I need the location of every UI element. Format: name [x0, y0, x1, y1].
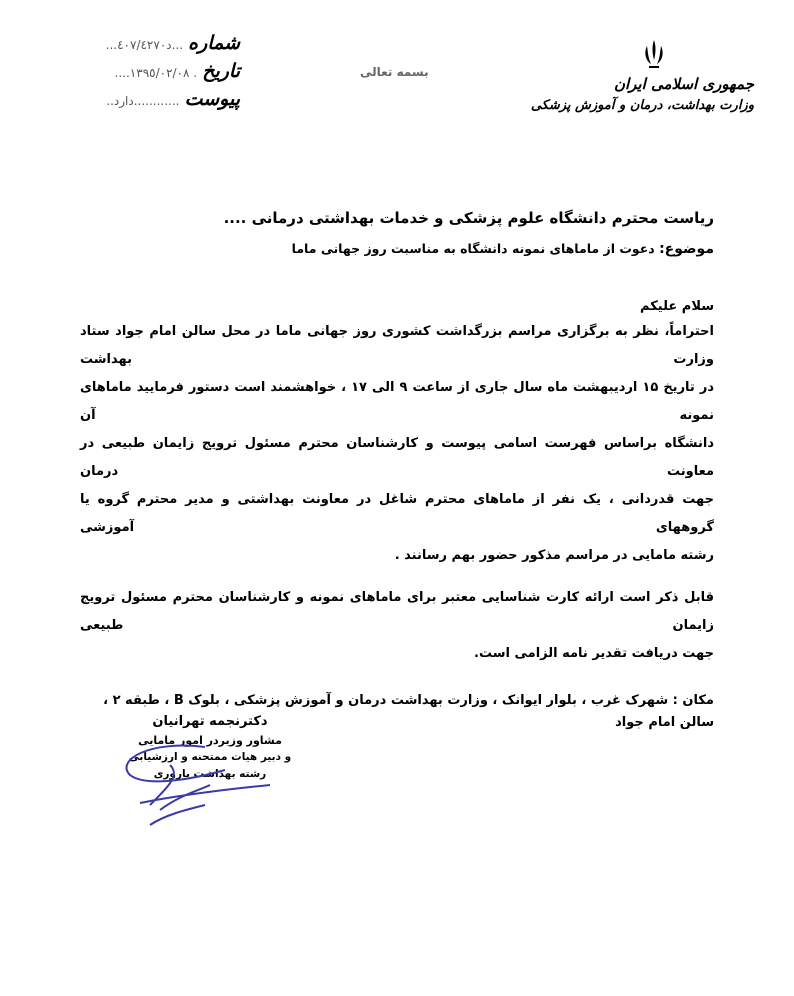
- subject-line: [80, 238, 714, 260]
- iran-emblem-icon: [639, 38, 669, 70]
- body-line: قابل ذکر است ارائه کارت شناسایی معتبر برای ماماهای نمونه و کارشناسان محترم مسئول ترویج زایمان طبیعی: [80, 590, 714, 633]
- number-row: [40, 30, 240, 58]
- signer-title: و دبیر هیات ممتحنه و ارزشیابی: [128, 751, 292, 763]
- invocation: بسمه تعالی: [360, 65, 429, 79]
- body-line: جهت قدردانی ، یک نفر از ماماهای محترم شاغل در معاونت بهداشتی و مدیر محترم گروه یا گروههای آموزشی: [80, 492, 714, 535]
- signature-block: [110, 712, 310, 783]
- body-line: در تاریخ ۱۵ اردیبهشت ماه سال جاری از ساعت ۹ الی ۱۷ ، خواهشمند است دستور فرمایید ماماهای نمونه آن: [80, 380, 714, 423]
- attachment-value: ............دارد..: [106, 94, 180, 108]
- letter-meta: [40, 30, 240, 114]
- ministry-name: وزارت بهداشت، درمان و آموزش پزشکی: [530, 98, 754, 113]
- body-line: احتراماً، نظر به برگزاری مراسم بزرگداشت کشوری روز جهانی ماما در محل سالن امام جواد ستاد وزارت بهداشت: [80, 324, 714, 367]
- number-value: ...د٤٠٧/٤٢٧٠...: [105, 38, 184, 52]
- body-line: جهت دریافت تقدیر نامه الزامی است.: [474, 646, 714, 661]
- attachment-label: پیوست: [184, 88, 240, 110]
- location: مکان : شهرک غرب ، بلوار ایوانک ، وزارت بهداشت درمان و آموزش پزشکی ، بلوک B ، طبقه ۲ ، سالن امام جواد: [103, 693, 714, 730]
- number-label: شماره: [188, 32, 240, 54]
- country-name: جمهوری اسلامی ایران: [613, 75, 754, 93]
- date-row: [40, 58, 240, 86]
- paragraph-2: [80, 584, 714, 668]
- date-value: . ١٣٩٥/٠٢/٠٨....: [114, 66, 198, 80]
- paragraph-1: [80, 318, 714, 570]
- letter-body: [80, 206, 714, 734]
- attachment-row: [40, 86, 240, 114]
- signer-title: رشته بهداشت باروری: [153, 768, 267, 780]
- date-label: تاریخ: [202, 60, 240, 82]
- signer-name: دکترنجمه تهرانیان: [152, 714, 268, 729]
- signer-title: مشاور وزیردر امور مامایی: [138, 734, 282, 747]
- body-line: رشته مامایی در مراسم مذکور حضور بهم رسانند .: [394, 548, 714, 563]
- subject-text: دعوت از ماماهای نمونه دانشگاه به مناسبت روز جهانی ماما: [291, 241, 655, 256]
- recipient: ریاست محترم دانشگاه علوم پزشکی و خدمات بهداشتی درمانی ....: [223, 209, 714, 227]
- greeting: سلام علیکم: [640, 299, 714, 314]
- subject-label: موضوع:: [659, 241, 714, 257]
- ministry-logo: [524, 38, 754, 116]
- body-line: دانشگاه براساس فهرست اسامی پیوست و کارشناسان محترم مسئول ترویج زایمان طبیعی در معاونت درمان: [80, 436, 714, 479]
